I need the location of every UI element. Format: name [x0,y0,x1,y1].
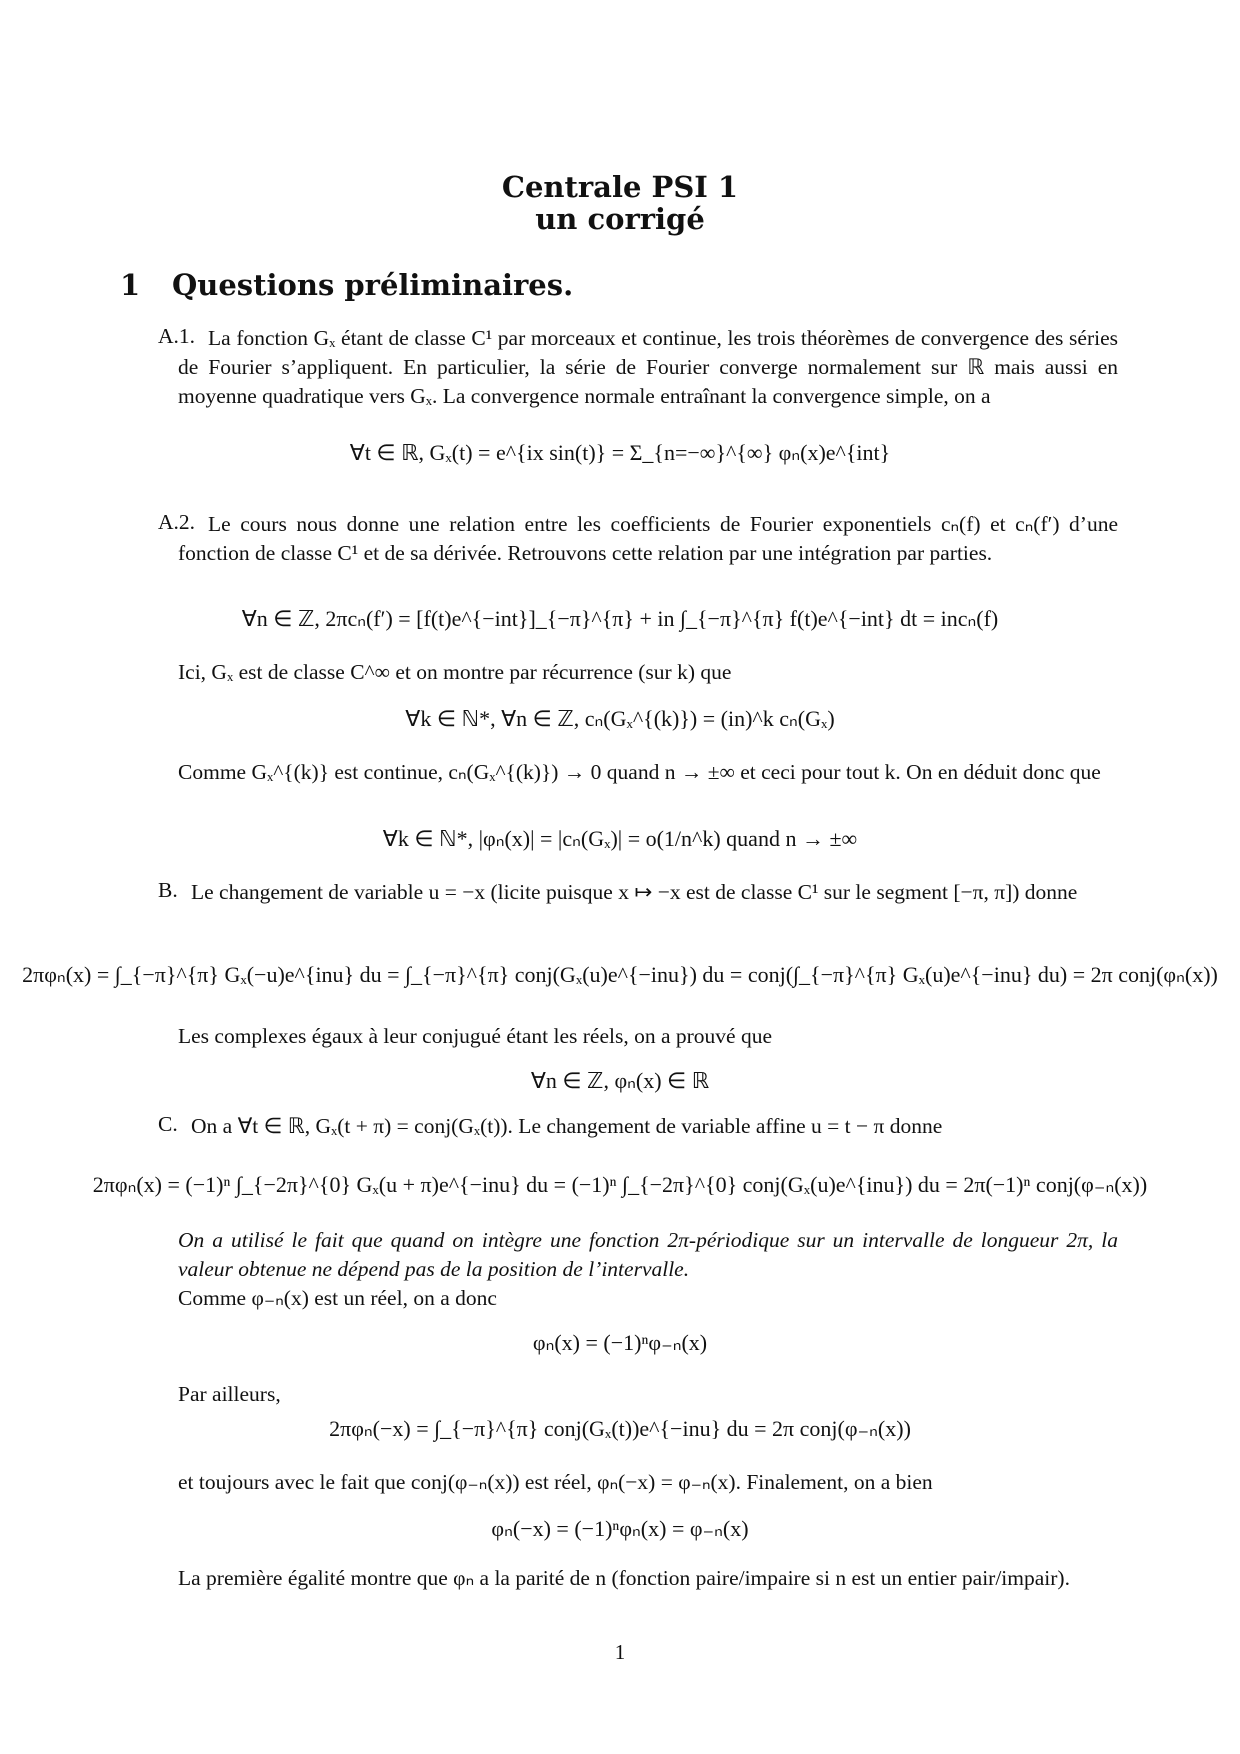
item-label-a1: A.1. [158,324,196,348]
b-equation: 2πφₙ(x) = ∫_{−π}^{π} Gₓ(−u)e^{inu} du = ∫_{−π}^{π} conj(Gₓ(u)e^{−inu}) du = conj(∫_{−π}^{π} Gₓ(u)e^{−inu} du) = 2π conj(φₙ(x)) [22,962,1218,987]
c-paragraph-4: et toujours avec le fait que conj(φ₋ₙ(x)) est réel, φₙ(−x) = φ₋ₙ(x). Finalement, on a bien [178,1470,933,1494]
a2-paragraph-3: Comme Gₓ^{(k)} est continue, cₙ(Gₓ^{(k)}) → 0 quand n → ±∞ et ceci pour tout k. On en déduit donc que [178,760,1101,784]
b-paragraph-2: Les complexes égaux à leur conjugué étant les réels, on a prouvé que [178,1024,773,1048]
c-equation: 2πφₙ(x) = (−1)ⁿ ∫_{−2π}^{0} Gₓ(u + π)e^{−inu} du = (−1)ⁿ ∫_{−2π}^{0} conj(Gₓ(u)e^{inu}) du = 2π(−1)ⁿ conj(φ₋ₙ(x)) [92,1172,1148,1197]
item-label-b: B. [158,878,178,902]
c-paragraph: On a ∀t ∈ ℝ, Gₓ(t + π) = conj(Gₓ(t)). Le changement de variable affine u = t − π donne [191,1114,943,1138]
c-paragraph-2: Comme φ₋ₙ(x) est un réel, on a donc [178,1286,497,1310]
a2-equation: ∀n ∈ ℤ, 2πcₙ(f′) = [f(t)e^{−int}]_{−π}^{π} + in ∫_{−π}^{π} f(t)e^{−int} dt = incₙ(f) [241,606,999,631]
b-equation-2: ∀n ∈ ℤ, φₙ(x) ∈ ℝ [530,1068,710,1093]
page-number: 1 [614,1640,626,1664]
c-paragraph-5: La première égalité montre que φₙ a la parité de n (fonction paire/impaire si n est un entier pair/impair). [178,1566,1070,1590]
c-equation-4: φₙ(−x) = (−1)ⁿφₙ(x) = φ₋ₙ(x) [491,1516,749,1541]
doc-title: Centrale PSI 1 [501,170,739,204]
section-title: Questions préliminaires. [172,268,574,302]
a2-paragraph-2: Ici, Gₓ est de classe C^∞ et on montre par récurrence (sur k) que [178,660,732,684]
a1-paragraph: La fonction Gₓ étant de classe C¹ par morceaux et continue, les trois théorèmes de convergence des séries de Fourier s’appliquent. En particulier, la série de Fourier converge normalement sur ℝ mais aussi en moyenne quadratique vers Gₓ. La convergence normale entraînant la convergence simple, on a [178,326,1118,408]
a2-equation-3: ∀k ∈ ℕ*, |φₙ(x)| = |cₙ(Gₓ)| = o(1/n^k) quand n → ±∞ [382,826,858,851]
a2-paragraph: Le cours nous donne une relation entre les coefficients de Fourier exponentiels cₙ(f) et cₙ(f′) d’une fonction de classe C¹ et de sa dérivée. Retrouvons cette relation par une intégration par parties. [178,512,1118,565]
b-paragraph: Le changement de variable u = −x (licite puisque x ↦ −x est de classe C¹ sur le segment [−π, π]) donne [191,880,1078,904]
c-note: On a utilisé le fait que quand on intègre une fonction 2π-périodique sur un intervalle de longueur 2π, la valeur obtenue ne dépend pas de la position de l’intervalle. [178,1228,1118,1281]
c-equation-3: 2πφₙ(−x) = ∫_{−π}^{π} conj(Gₓ(t))e^{−inu} du = 2π conj(φ₋ₙ(x)) [329,1416,911,1441]
a1-equation: ∀t ∈ ℝ, Gₓ(t) = e^{ix sin(t)} = Σ_{n=−∞}^{∞} φₙ(x)e^{int} [349,440,891,465]
doc-subtitle: un corrigé [535,202,705,236]
c-paragraph-3: Par ailleurs, [178,1382,281,1406]
item-label-a2: A.2. [158,510,196,534]
section-heading [120,268,573,302]
c-equation-2: φₙ(x) = (−1)ⁿφ₋ₙ(x) [532,1330,708,1355]
section-number: 1 [120,268,141,302]
item-label-c: C. [158,1112,178,1136]
a2-equation-2: ∀k ∈ ℕ*, ∀n ∈ ℤ, cₙ(Gₓ^{(k)}) = (in)^k cₙ(Gₓ) [405,706,835,731]
